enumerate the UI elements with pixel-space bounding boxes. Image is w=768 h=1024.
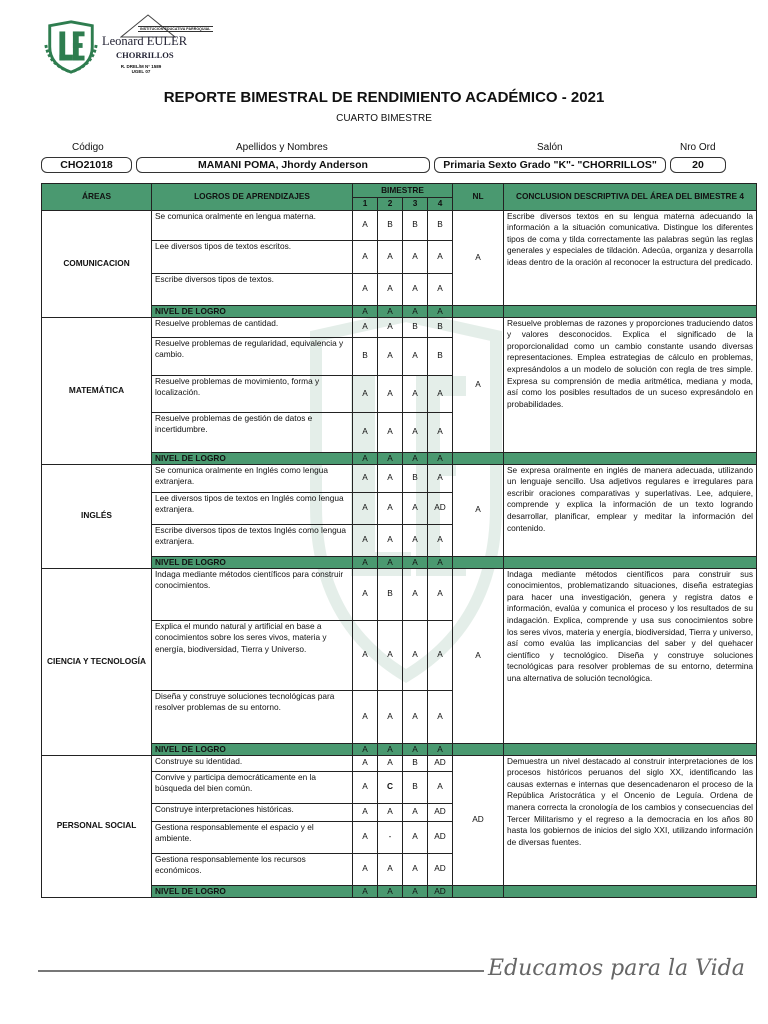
nivel-grade-bim-2: A <box>378 556 403 568</box>
logro-text: Se comunica oralmente en lengua materna. <box>152 210 353 240</box>
grade-bim-1: A <box>353 412 378 452</box>
grade-bim-1: A <box>353 464 378 492</box>
grade-bim-2: A <box>378 317 403 337</box>
grade-bim-2: A <box>378 524 403 556</box>
grade-bim-4: B <box>428 337 453 375</box>
grade-bim-4: B <box>428 317 453 337</box>
grade-bim-2: B <box>378 568 403 620</box>
nivel-grade-bim-1: A <box>353 556 378 568</box>
grade-bim-3: A <box>403 821 428 853</box>
order-label: Nro Ord <box>680 142 716 153</box>
grade-bim-3: B <box>403 210 428 240</box>
nivel-conclusion-empty <box>504 305 757 317</box>
nivel-nl-empty <box>453 305 504 317</box>
nivel-conclusion-empty <box>504 452 757 464</box>
grade-bim-2: B <box>378 210 403 240</box>
nivel-grade-bim-3: A <box>403 452 428 464</box>
grades-table <box>41 183 757 898</box>
grade-bim-3: B <box>403 317 428 337</box>
grade-bim-4: A <box>428 273 453 305</box>
grade-bim-4: AD <box>428 821 453 853</box>
logro-text: Gestiona responsablemente el espacio y el ambiente. <box>152 821 353 853</box>
conclusion-text: Se expresa oralmente en inglés de manera adecuada, utilizando un lenguaje sencillo. Usa adjetivos regulares e irregulares para escribir oraciones comparativas y superlativas. Lee, adquiere, comprende y explica la información de un texto logrando desarrollar, planificar, emplear y meditar la información del contenido. <box>504 464 757 556</box>
report-title: REPORTE BIMESTRAL DE RENDIMIENTO ACADÉMICO - 2021 <box>163 89 605 106</box>
grade-bim-3: A <box>403 568 428 620</box>
logro-text: Se comunica oralmente en Inglés como lengua extranjera. <box>152 464 353 492</box>
header-conclusion: CONCLUSION DESCRIPTIVA DEL ÁREA DEL BIMESTRE 4 <box>504 184 757 211</box>
nivel-grade-bim-4: A <box>428 305 453 317</box>
student-code: CHO21018 <box>41 157 132 173</box>
grade-bim-2: A <box>378 620 403 690</box>
logro-text: Convive y participa democráticamente en la búsqueda del bien común. <box>152 771 353 803</box>
nivel-grade-bim-3: A <box>403 743 428 755</box>
logro-text: Resuelve problemas de regularidad, equivalencia y cambio. <box>152 337 353 375</box>
grade-bim-2: A <box>378 755 403 771</box>
header-bimestre: BIMESTRE <box>353 184 453 198</box>
grade-bim-1: A <box>353 853 378 885</box>
logro-text: Resuelve problemas de movimiento, forma y localización. <box>152 375 353 412</box>
nivel-grade-bim-1: A <box>353 885 378 897</box>
grade-bim-2: C <box>378 771 403 803</box>
grade-bim-3: A <box>403 620 428 690</box>
grade-bim-2: A <box>378 464 403 492</box>
nivel-conclusion-empty <box>504 556 757 568</box>
grade-bim-4: A <box>428 690 453 743</box>
nivel-logro-label: NIVEL DE LOGRO <box>152 885 353 897</box>
nivel-grade-bim-4: A <box>428 743 453 755</box>
grade-bim-3: A <box>403 412 428 452</box>
student-name: MAMANI POMA, Jhordy Anderson <box>136 157 430 173</box>
logro-text: Explica el mundo natural y artificial en base a conocimientos sobre los seres vivos, materia y energía, biodiversidad, Tierra y Universo. <box>152 620 353 690</box>
grade-bim-3: B <box>403 771 428 803</box>
grade-bim-1: A <box>353 524 378 556</box>
grade-bim-1: A <box>353 273 378 305</box>
grade-bim-3: A <box>403 492 428 524</box>
nivel-conclusion-empty <box>504 743 757 755</box>
logro-row <box>42 210 757 240</box>
conclusion-text: Resuelve problemas de razones y proporciones traduciendo datos y valores desconocidos. Explica el significado de la proporcionalidad como un cambio constante usando diversas representaciones. Emplea estrategias de cálculo en problemas, expresándolos a un modelo de solución con regla de tres simple. Expresa su comprensión de media aritmética, mediana y moda, así como los posibles resultados de un suceso expresándolo en probabilidades. <box>504 317 757 452</box>
nivel-conclusion-empty <box>504 885 757 897</box>
grade-bim-4: A <box>428 568 453 620</box>
grade-bim-3: A <box>403 803 428 821</box>
logro-text: Gestiona responsablemente los recursos económicos. <box>152 853 353 885</box>
student-order: 20 <box>670 157 726 173</box>
resolution-text: R. DREL/M N° 1589 <box>120 64 162 69</box>
nl-grade: A <box>453 210 504 305</box>
school-type-label: INSTITUCION EDUCATIVA PARROQUIAL <box>140 27 211 31</box>
grade-bim-3: A <box>403 853 428 885</box>
conclusion-text: Demuestra un nivel destacado al construir interpretaciones de los procesos históricos peruanos del siglo XX, identificando las causas externas e internas que desencadenaron el proceso de la República Aristocrática y el Oncenio de Leguía. Ordena de manera correcta la cronología de los cambios y consecuencias del Tercer Militarismo y el regreso a la democracia en los años 80 hasta los gobiernos de inicios del siglo XXI, utilizando información de diversas fuentes. <box>504 755 757 885</box>
logro-text: Resuelve problemas de cantidad. <box>152 317 353 337</box>
nivel-nl-empty <box>453 452 504 464</box>
grade-bim-1: A <box>353 755 378 771</box>
nivel-grade-bim-3: A <box>403 556 428 568</box>
grade-bim-4: AD <box>428 755 453 771</box>
grade-bim-3: B <box>403 755 428 771</box>
grade-bim-2: A <box>378 337 403 375</box>
grade-bim-4: A <box>428 524 453 556</box>
grade-bim-4: B <box>428 210 453 240</box>
area-name: MATEMÁTICA <box>42 317 152 464</box>
grade-bim-4: A <box>428 412 453 452</box>
student-room: Primaria Sexto Grado "K"- "CHORRILLOS" <box>434 157 666 173</box>
nivel-logro-label: NIVEL DE LOGRO <box>152 305 353 317</box>
grade-bim-4: A <box>428 240 453 273</box>
conclusion-text: Escribe diversos textos en su lengua materna adecuando la información a la situación comunicativa. Distingue los diferentes tipos de coma y tilda correctamente las palabras según las reglas generales y especiales de tildación. Adecúa, organiza y desarrolla ideas dentro de la oración al reconocer la estructura del predicado. <box>504 210 757 305</box>
ugel-text: UGEL 07 <box>131 69 151 74</box>
grade-bim-4: A <box>428 375 453 412</box>
grade-bim-2: A <box>378 412 403 452</box>
grade-bim-4: A <box>428 620 453 690</box>
nivel-logro-label: NIVEL DE LOGRO <box>152 556 353 568</box>
logro-text: Resuelve problemas de gestión de datos e incertidumbre. <box>152 412 353 452</box>
code-label: Código <box>72 142 104 153</box>
nl-grade: AD <box>453 755 504 885</box>
header-bim-2: 2 <box>378 198 403 211</box>
grade-bim-2: A <box>378 690 403 743</box>
grade-bim-1: A <box>353 821 378 853</box>
grade-bim-3: B <box>403 464 428 492</box>
logro-text: Lee diversos tipos de textos en Inglés como lengua extranjera. <box>152 492 353 524</box>
nl-grade: A <box>453 568 504 743</box>
school-emblem-icon <box>42 16 100 74</box>
logro-text: Construye interpretaciones históricas. <box>152 803 353 821</box>
nivel-grade-bim-3: A <box>403 885 428 897</box>
grade-bim-3: A <box>403 337 428 375</box>
footer-divider <box>38 970 484 972</box>
grade-bim-1: A <box>353 620 378 690</box>
grade-bim-1: B <box>353 337 378 375</box>
grade-bim-1: A <box>353 568 378 620</box>
room-label: Salón <box>537 142 563 153</box>
conclusion-text: Indaga mediante métodos científicos para construir sus conocimientos, problematizando situaciones, diseña estrategias para hacer una investigación, genera y registra datos e información, evalúa y comunica el proceso y los resultados de su indagación. Explica, comprende y usa sus conocimientos sobre los seres vivos, materia y energía, biodiversidad, Tierra y universo, así como evalúa las implicancias del saber y del quehacer científico y tecnológico. Diseña y construye soluciones tecnológicas para resolver problemas de su entorno, determina una alternativa de solución tecnológica. <box>504 568 757 743</box>
nl-grade: A <box>453 317 504 452</box>
logro-text: Lee diversos tipos de textos escritos. <box>152 240 353 273</box>
school-name: Leonard EULER <box>102 34 188 48</box>
nivel-grade-bim-1: A <box>353 305 378 317</box>
nivel-logro-label: NIVEL DE LOGRO <box>152 452 353 464</box>
header-bim-4: 4 <box>428 198 453 211</box>
grade-bim-3: A <box>403 273 428 305</box>
logro-text: Escribe diversos tipos de textos. <box>152 273 353 305</box>
grade-bim-1: A <box>353 492 378 524</box>
area-name: CIENCIA Y TECNOLOGÍA <box>42 568 152 755</box>
area-name: INGLÉS <box>42 464 152 568</box>
grade-bim-1: A <box>353 803 378 821</box>
grade-bim-4: AD <box>428 803 453 821</box>
name-label: Apellidos y Nombres <box>236 142 328 153</box>
logro-row <box>42 568 757 620</box>
grade-bim-1: A <box>353 210 378 240</box>
header-nl: NL <box>453 184 504 211</box>
logro-row <box>42 317 757 337</box>
nivel-grade-bim-1: A <box>353 452 378 464</box>
nivel-logro-label: NIVEL DE LOGRO <box>152 743 353 755</box>
grade-bim-1: A <box>353 771 378 803</box>
header-bim-3: 3 <box>403 198 428 211</box>
logro-text: Escribe diversos tipos de textos Inglés como lengua extranjera. <box>152 524 353 556</box>
grade-bim-2: A <box>378 492 403 524</box>
nivel-grade-bim-4: AD <box>428 885 453 897</box>
footer-slogan: Educamos para la Vida <box>488 956 745 981</box>
header-areas: ÁREAS <box>42 184 152 211</box>
school-place: CHORRILLOS <box>116 50 174 60</box>
header-bim-1: 1 <box>353 198 378 211</box>
logro-text: Indaga mediante métodos científicos para construir conocimientos. <box>152 568 353 620</box>
report-subtitle: CUARTO BIMESTRE <box>336 113 432 124</box>
header-logros: LOGROS DE APRENDIZAJES <box>152 184 353 211</box>
nivel-grade-bim-4: A <box>428 452 453 464</box>
grade-bim-3: A <box>403 524 428 556</box>
nivel-grade-bim-2: A <box>378 305 403 317</box>
grade-bim-2: A <box>378 853 403 885</box>
grade-bim-2: A <box>378 240 403 273</box>
nivel-grade-bim-1: A <box>353 743 378 755</box>
nivel-grade-bim-4: A <box>428 556 453 568</box>
grade-bim-1: A <box>353 240 378 273</box>
grade-bim-4: A <box>428 464 453 492</box>
grade-bim-4: A <box>428 771 453 803</box>
grade-bim-3: A <box>403 375 428 412</box>
logro-row <box>42 755 757 771</box>
grade-bim-2: - <box>378 821 403 853</box>
school-resolution <box>116 64 166 74</box>
grade-bim-3: A <box>403 690 428 743</box>
grade-bim-1: A <box>353 375 378 412</box>
area-name: PERSONAL SOCIAL <box>42 755 152 897</box>
grade-bim-3: A <box>403 240 428 273</box>
nivel-nl-empty <box>453 743 504 755</box>
nivel-grade-bim-3: A <box>403 305 428 317</box>
nivel-nl-empty <box>453 885 504 897</box>
nivel-grade-bim-2: A <box>378 885 403 897</box>
nivel-grade-bim-2: A <box>378 743 403 755</box>
grade-bim-1: A <box>353 690 378 743</box>
grade-bim-1: A <box>353 317 378 337</box>
logro-text: Diseña y construye soluciones tecnológicas para resolver problemas de su entorno. <box>152 690 353 743</box>
logro-row <box>42 464 757 492</box>
grade-bim-2: A <box>378 375 403 412</box>
nl-grade: A <box>453 464 504 556</box>
logro-text: Construye su identidad. <box>152 755 353 771</box>
grade-bim-4: AD <box>428 853 453 885</box>
nivel-grade-bim-2: A <box>378 452 403 464</box>
grade-bim-2: A <box>378 803 403 821</box>
nivel-nl-empty <box>453 556 504 568</box>
school-logo <box>40 14 211 78</box>
area-name: COMUNICACION <box>42 210 152 317</box>
grade-bim-2: A <box>378 273 403 305</box>
grade-bim-4: AD <box>428 492 453 524</box>
